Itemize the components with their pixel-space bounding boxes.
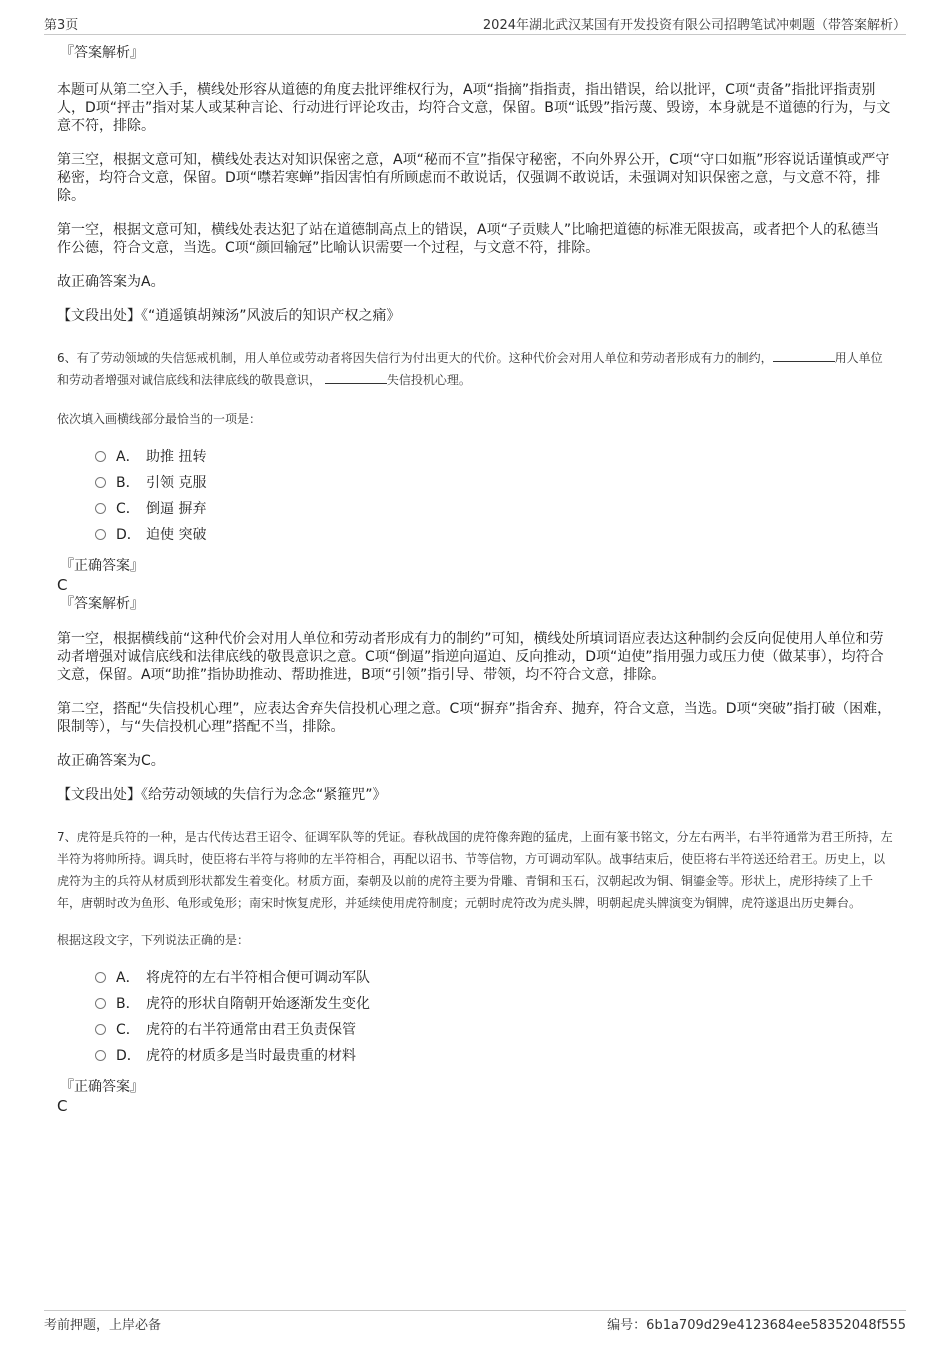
option-c[interactable]: C． 倒逼 摒弃 — [95, 495, 893, 521]
page-footer — [44, 1310, 906, 1333]
radio-icon[interactable] — [95, 451, 106, 462]
analysis-conclusion: 故正确答案为A。 — [57, 274, 165, 290]
question-7-prompt: 根据这段文字，下列说法正确的是： — [57, 933, 250, 947]
question-6-options — [95, 443, 893, 547]
radio-icon[interactable] — [95, 998, 106, 1009]
fill-blank — [325, 369, 387, 384]
page-header — [44, 14, 906, 35]
question-7-options — [95, 964, 893, 1068]
analysis-paragraph: 本题可从第二空入手，横线处形容从道德的角度去批评维权行为，A项“指摘”指指责，指出错误，给以批评，C项“责备”指批评指责别人，D项“抨击”指对某人或某种言论、行动进行评论攻击，均符合文意，保留。B项“诋毁”指污蔑、毁谤，本身就是不道德的行为，与文意不符，排除。 — [57, 82, 891, 134]
source-citation: 【文段出处】《给劳动领域的失信行为念念“紧箍咒”》 — [57, 787, 387, 803]
option-d[interactable]: D． 迫使 突破 — [95, 521, 893, 547]
correct-answer: C — [57, 1097, 68, 1115]
radio-icon[interactable] — [95, 1024, 106, 1035]
radio-icon[interactable] — [95, 972, 106, 983]
document-code: 编号：6b1a709d29e4123684ee58352048f555 — [607, 1318, 906, 1333]
question-6-prompt: 依次填入画横线部分最恰当的一项是： — [57, 412, 262, 426]
source-citation: 【文段出处】《“逍遥镇胡辣汤”风波后的知识产权之痛》 — [57, 308, 401, 324]
option-a[interactable]: A． 将虎符的左右半符相合便可调动军队 — [95, 964, 893, 990]
radio-icon[interactable] — [95, 503, 106, 514]
question-7-stem: 7、虎符是兵符的一种，是古代传达君王诏令、征调军队等的凭证。春秋战国的虎符像奔跑的猛虎，上面有篆书铭文，分左右两半，右半符通常为君王所持，左半符为将帅所持。调兵时，使臣将右半符与将帅的左半符相合，再配以诏书、节等信物，方可调动军队。战事结束后，使臣将右半符送还给君王。历史上，以虎符为主的兵符从材质到形状都发生着变化。材质方面，秦朝及以前的虎符主要为骨雕、青铜和玉石，汉朝起改为铜、铜鎏金等。形状上，虎形持续了上千年，唐朝时改为鱼形、龟形或兔形；南宋时恢复虎形，并延续使用虎符制度；元朝时虎符改为虎头牌，明朝起虎头牌演变为铜牌，虎符遂退出历史舞台。 — [57, 830, 893, 910]
correct-answer-label: 『正确答案』 — [60, 558, 144, 574]
option-c[interactable]: C． 虎符的右半符通常由君王负责保管 — [95, 1016, 893, 1042]
analysis-paragraph: 第一空，根据横线前“这种代价会对用人单位和劳动者形成有力的制约”可知，横线处所填词语应表达这种制约会反向促使用人单位和劳动者增强对诚信底线和法律底线的敬畏意识之意。C项“倒逼”指逆向逼迫、反向推动，D项“迫使”指用强力或压力使（做某事），均符合文意，保留。A项“助推”指协助推动、帮助推进，B项“引领”指引导、带领，均不符合文意，排除。 — [57, 631, 884, 683]
option-b[interactable]: B． 引领 克服 — [95, 469, 893, 495]
analysis-conclusion: 故正确答案为C。 — [57, 753, 165, 769]
document-body — [57, 44, 893, 1116]
analysis-paragraph: 第二空，搭配“失信投机心理”，应表达舍弃失信投机心理之意。C项“摒弃”指舍弃、抛弃，符合文意，当选。D项“突破”指打破（困难，限制等），与“失信投机心理”搭配不当，排除。 — [57, 701, 892, 735]
option-a[interactable]: A． 助推 扭转 — [95, 443, 893, 469]
correct-answer: C — [57, 576, 68, 594]
fill-blank — [773, 347, 835, 362]
analysis-label: 『答案解析』 — [60, 45, 144, 61]
analysis-label: 『答案解析』 — [60, 596, 144, 612]
question-6-stem: 6、有了劳动领域的失信惩戒机制，用人单位或劳动者将因失信行为付出更大的代价。这种代价会对用人单位和劳动者形成有力的制约， 用人单位和劳动者增强对诚信底线和法律底线的敬畏意识， 失信投机心理。 — [57, 347, 893, 391]
analysis-paragraph: 第一空，根据文意可知，横线处表达犯了站在道德制高点上的错误，A项“子贡赎人”比喻把道德的标准无限拔高，或者把个人的私德当作公德，符合文意，当选。C项“颜回输冠”比喻认识需要一个过程，与文意不符，排除。 — [57, 222, 880, 256]
document-title: 2024年湖北武汉某国有开发投资有限公司招聘笔试冲刺题（带答案解析） — [482, 18, 906, 33]
analysis-paragraph: 第三空，根据文意可知，横线处表达对知识保密之意，A项“秘而不宣”指保守秘密，不向外界公开，C项“守口如瓶”形容说话谨慎或严守秘密，均符合文意，保留。D项“噤若寒蝉”指因害怕有所顾虑而不敢说话，仅强调不敢说话，未强调对知识保密之意，与文意不符，排除。 — [57, 152, 890, 204]
radio-icon[interactable] — [95, 477, 106, 488]
radio-icon[interactable] — [95, 1050, 106, 1061]
footer-slogan: 考前押题，上岸必备 — [44, 1318, 162, 1333]
radio-icon[interactable] — [95, 529, 106, 540]
option-d[interactable]: D． 虎符的材质多是当时最贵重的材料 — [95, 1042, 893, 1068]
page-number: 第3页 — [44, 18, 79, 33]
correct-answer-label: 『正确答案』 — [60, 1079, 144, 1095]
option-b[interactable]: B． 虎符的形状自隋朝开始逐渐发生变化 — [95, 990, 893, 1016]
